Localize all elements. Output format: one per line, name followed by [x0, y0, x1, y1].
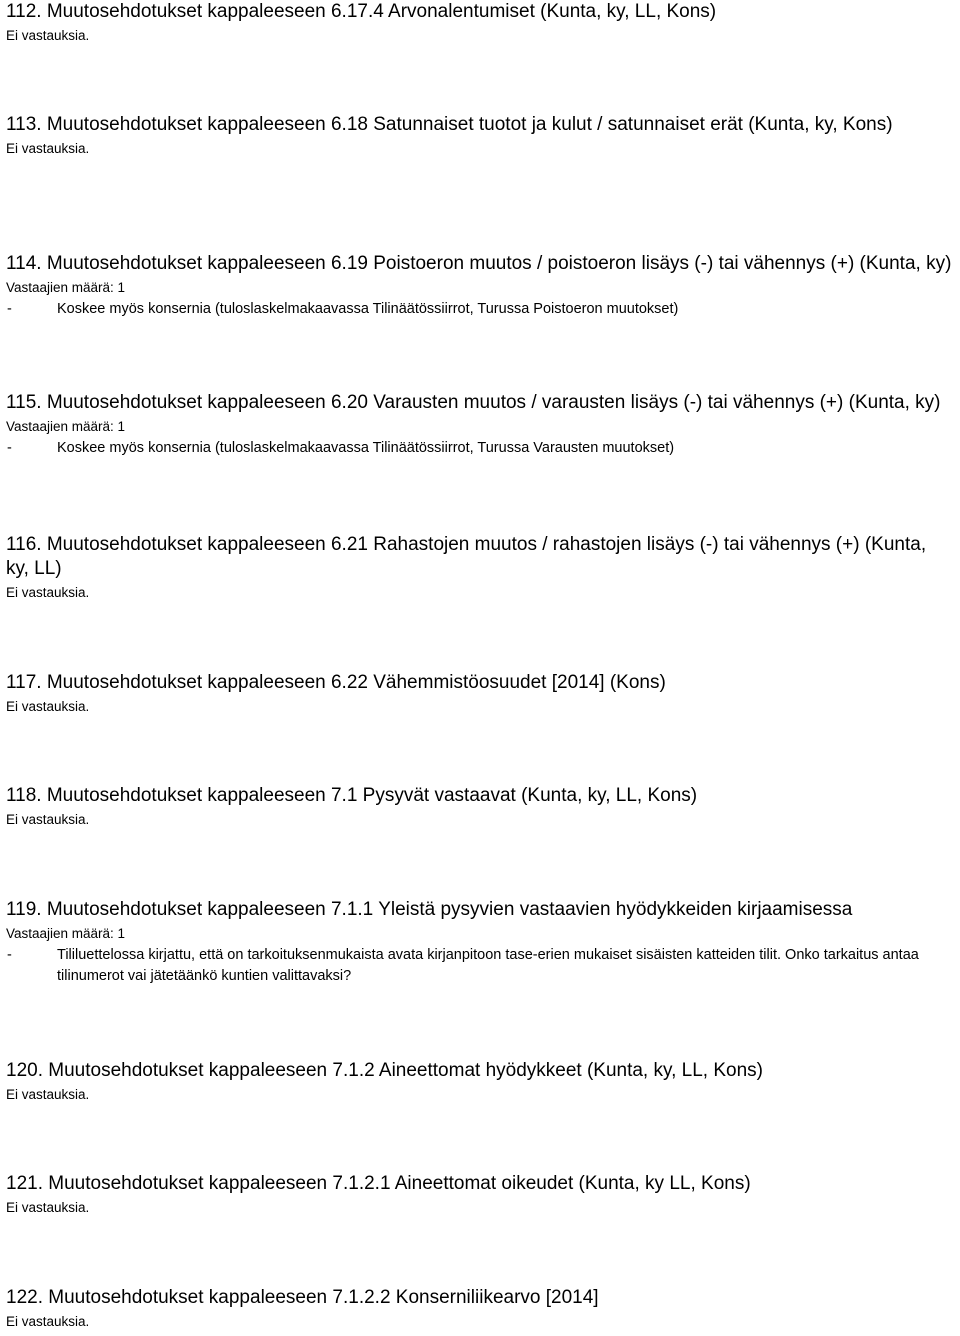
section-heading: 115. Muutosehdotukset kappaleeseen 6.20 Varausten muutos / varausten lisäys (-) tai vähennys (+) (Kunta, ky): [6, 392, 941, 413]
section-112: [6, 0, 954, 45]
section-heading: 119. Muutosehdotukset kappaleeseen 7.1.1 Yleistä pysyvien vastaavien hyödykkeiden kirjaamisessa: [6, 899, 853, 920]
section-116: [6, 533, 954, 602]
bullet-dash: -: [7, 947, 12, 963]
section-heading: 120. Muutosehdotukset kappaleeseen 7.1.2 Aineettomat hyödykkeet (Kunta, ky, LL, Kons): [6, 1060, 763, 1081]
section-heading: 114. Muutosehdotukset kappaleeseen 6.19 Poistoeron muutos / poistoeron lisäys (-) tai vähennys (+) (Kunta, ky): [6, 253, 952, 274]
response-status: Ei vastauksia.: [6, 812, 90, 827]
section-heading: 117. Muutosehdotukset kappaleeseen 6.22 Vähemmistöosuudet [2014] (Kons): [6, 672, 666, 693]
response-status: Ei vastauksia.: [6, 28, 90, 43]
response-status: Ei vastauksia.: [6, 585, 90, 600]
response-status: Ei vastauksia.: [6, 1314, 90, 1329]
bullet-dash: -: [7, 301, 12, 317]
section-heading: 116. Muutosehdotukset kappaleeseen 6.21 Rahastojen muutos / rahastojen lisäys (-) tai vähennys (+) (Kunta, ky, LL): [6, 534, 927, 579]
response-item: [6, 438, 954, 459]
section-119: [6, 898, 954, 987]
respondent-count: Vastaajien määrä: 1: [6, 926, 126, 941]
section-117: [6, 671, 954, 716]
response-status: Ei vastauksia.: [6, 1200, 90, 1215]
section-115: [6, 391, 954, 459]
response-text: Koskee myös konsernia (tuloslaskelmakaavassa Tilinäätössiirrot, Turussa Varausten muutokset): [57, 440, 675, 456]
section-114: [6, 252, 954, 320]
section-121: [6, 1172, 954, 1217]
section-heading: 121. Muutosehdotukset kappaleeseen 7.1.2.1 Aineettomat oikeudet (Kunta, ky LL, Kons): [6, 1173, 751, 1194]
response-item: [6, 299, 954, 320]
section-heading: 118. Muutosehdotukset kappaleeseen 7.1 Pysyvät vastaavat (Kunta, ky, LL, Kons): [6, 785, 698, 806]
section-122: [6, 1286, 954, 1331]
bullet-dash: -: [7, 440, 12, 456]
response-status: Ei vastauksia.: [6, 141, 90, 156]
respondent-count: Vastaajien määrä: 1: [6, 280, 126, 295]
section-heading: 122. Muutosehdotukset kappaleeseen 7.1.2.2 Konserniliikearvo [2014]: [6, 1287, 599, 1308]
response-status: Ei vastauksia.: [6, 1087, 90, 1102]
respondent-count: Vastaajien määrä: 1: [6, 419, 126, 434]
response-status: Ei vastauksia.: [6, 699, 90, 714]
section-113: [6, 113, 954, 158]
response-text: Koskee myös konsernia (tuloslaskelmakaavassa Tilinäätössiirrot, Turussa Poistoeron muutokset): [57, 301, 679, 317]
section-heading: 113. Muutosehdotukset kappaleeseen 6.18 Satunnaiset tuotot ja kulut / satunnaiset erät (Kunta, ky, Kons): [6, 114, 893, 135]
section-heading: 112. Muutosehdotukset kappaleeseen 6.17.4 Arvonalentumiset (Kunta, ky, LL, Kons): [6, 1, 717, 22]
response-text: Tililuettelossa kirjattu, että on tarkoituksenmukaista avata kirjanpitoon tase-erien mukaiset sisäisten katteiden tilit. Onko tarkaitus antaa tilinumerot vai jätetäänkö kuntien valittavaksi?: [57, 947, 919, 984]
section-118: [6, 784, 954, 829]
response-item: [6, 945, 954, 987]
section-120: [6, 1059, 954, 1104]
